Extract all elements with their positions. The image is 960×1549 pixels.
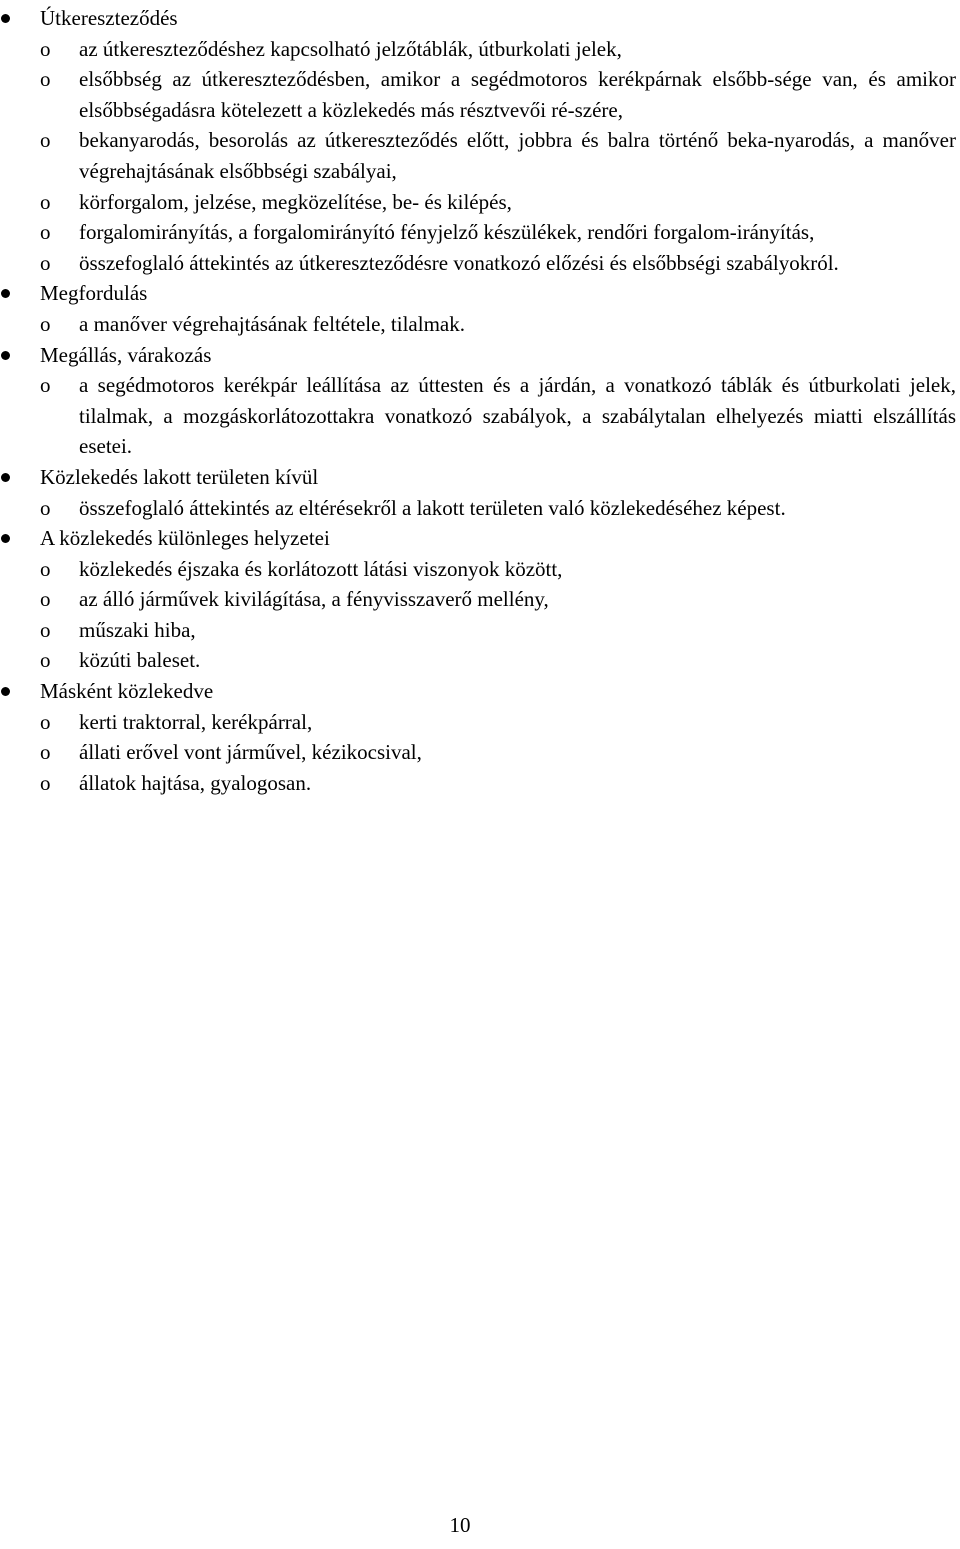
section-title: Útkereszteződés: [40, 6, 178, 30]
sub-item: [0, 125, 960, 186]
sub-item-text: állati erővel vont járművel, kézikocsival,: [79, 740, 422, 765]
sub-item-text: az útkereszteződéshez kapcsolható jelzőtáblák, útburkolati jelek,: [79, 36, 622, 61]
sub-item-text: a manőver végrehajtásának feltétele, tilalmak.: [79, 311, 465, 336]
sub-item: [0, 707, 960, 738]
sub-marker: o: [40, 648, 51, 673]
bullet-item: [0, 3, 960, 34]
sub-item: [0, 187, 960, 218]
bullet-dot: [1, 289, 10, 298]
sub-item-text: összefoglaló áttekintés az útkereszteződésre vonatkozó előzési és elsőbbségi szabályokról.: [79, 250, 839, 275]
sub-marker: o: [40, 617, 51, 642]
bullet-item: [0, 523, 960, 554]
sub-marker: o: [40, 770, 51, 795]
sub-item: [0, 737, 960, 768]
section-title: Másként közlekedve: [40, 679, 214, 704]
sub-item: [0, 370, 960, 462]
sub-marker: o: [40, 556, 51, 581]
bullet-item: [0, 462, 960, 493]
section-title: Megállás, várakozás: [40, 342, 212, 367]
bullet-dot: [1, 534, 10, 543]
sub-item-text: műszaki hiba,: [79, 617, 196, 642]
sub-marker: o: [40, 587, 51, 612]
sub-marker: o: [40, 740, 51, 765]
sub-item: [0, 615, 960, 646]
bullet-dot: [1, 473, 10, 482]
section-title: Közlekedés lakott területen kívül: [40, 464, 319, 489]
sub-marker: o: [40, 220, 51, 245]
sub-item-text: bekanyarodás, besorolás az útkereszteződés előtt, jobbra és balra történő beka-nyarodás, a manőver végrehajtásának elsőbbségi szabályai,: [79, 128, 956, 183]
sub-item-text: állatok hajtása, gyalogosan.: [79, 770, 312, 795]
sub-item-text: az álló járművek kivilágítása, a fényvisszaverő mellény,: [79, 587, 549, 612]
sub-item: [0, 34, 960, 65]
sub-item: [0, 645, 960, 676]
sub-marker: o: [40, 250, 51, 275]
bullet-item: [0, 278, 960, 309]
sub-item: [0, 309, 960, 340]
sub-item-text: körforgalom, jelzése, megközelítése, be- és kilépés,: [79, 189, 512, 214]
sub-item: [0, 248, 960, 279]
sub-marker: o: [40, 311, 51, 336]
sub-marker: o: [40, 709, 51, 734]
section-title: A közlekedés különleges helyzetei: [40, 526, 330, 551]
sub-marker: o: [40, 373, 51, 398]
sub-marker: o: [40, 189, 51, 214]
bullet-dot: [1, 351, 10, 360]
sub-item-text: a segédmotoros kerékpár leállítása az úttesten és a járdán, a vonatkozó táblák és útburkolati jelek, tilalmak, a mozgáskorlátozottakra vonatkozó szabályok, a szabálytalan elhelyezés miatti elszállítás esetei.: [79, 373, 956, 459]
bullet-dot: [1, 14, 10, 23]
sub-item: [0, 584, 960, 615]
sub-item: [0, 64, 960, 125]
bullet-item: [0, 340, 960, 371]
sub-item: [0, 768, 960, 799]
sub-marker: o: [40, 67, 51, 92]
sub-item-text: közúti baleset.: [79, 648, 201, 673]
sub-marker: o: [40, 36, 51, 61]
sub-item-text: forgalomirányítás, a forgalomirányító fényjelző készülékek, rendőri forgalom-irányítás,: [79, 220, 815, 245]
sub-item: [0, 217, 960, 248]
page-number: 10: [449, 1513, 471, 1537]
sub-item-text: elsőbbség az útkereszteződésben, amikor a segédmotoros kerékpárnak elsőbb-sége van, és amikor elsőbbségadásra kötelezett a közlekedés más résztvevői ré-szére,: [79, 67, 956, 122]
bullet-item: [0, 676, 960, 707]
sub-item-text: összefoglaló áttekintés az eltérésekről a lakott területen való közlekedéséhez képest.: [79, 495, 786, 520]
document-body: [0, 3, 960, 798]
sub-item: [0, 554, 960, 585]
sub-item-text: közlekedés éjszaka és korlátozott látási viszonyok között,: [79, 556, 563, 581]
sub-marker: o: [40, 495, 51, 520]
section-title: Megfordulás: [40, 281, 148, 306]
sub-item-text: kerti traktorral, kerékpárral,: [79, 709, 313, 734]
sub-marker: o: [40, 128, 51, 153]
sub-item: [0, 493, 960, 524]
bullet-dot: [1, 687, 10, 696]
